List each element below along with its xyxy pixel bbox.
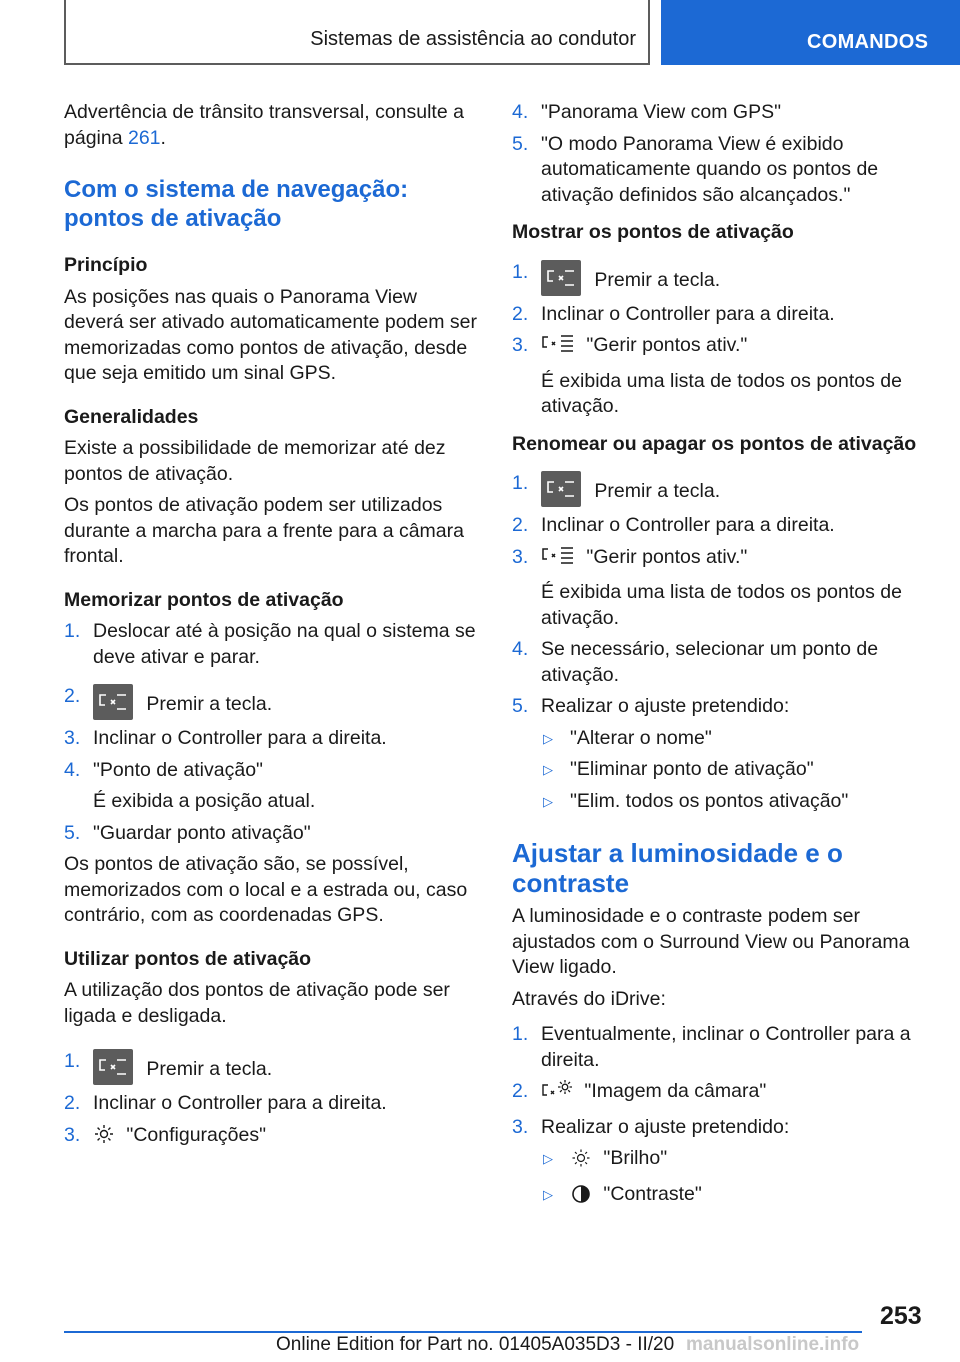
list-item: ▷ "Elim. todos os pontos ativação" [541, 789, 932, 815]
list-item: ▷ "Eliminar ponto de ativação" [541, 757, 932, 783]
heading-navigation: Com o sistema de navegação: pontos de ativação [64, 176, 409, 232]
list-item: 2. Inclinar o Controller para a direita. [512, 302, 835, 325]
list-item: 5. "Guardar ponto ativação" [64, 821, 311, 844]
camera-button-icon [93, 1049, 133, 1085]
list-item: 2. Premir a tecla. [64, 684, 482, 720]
camera-list-icon [541, 333, 575, 363]
triangle-bullet-icon: ▷ [543, 730, 553, 746]
list-item: 1. Premir a tecla. [512, 260, 932, 296]
page-number: 253 [880, 1302, 922, 1330]
heading-generalidades: Generalidades [64, 405, 199, 428]
heading-memorizar: Memorizar pontos de ativação [64, 588, 344, 611]
watermark: manualsonline.info [686, 1334, 860, 1355]
list-item: 5. Realizar o ajuste pretendido: ▷ "Alterar o nome" ▷ "Eliminar ponto de ativação" ▷ "Elim. todos os pontos ativação" [512, 694, 932, 814]
list-item: 1. Deslocar até à posição na qual o sistema se deve ativar e parar. [64, 620, 476, 668]
gear-icon [93, 1123, 115, 1153]
left-column [64, 100, 482, 1158]
use-steps [64, 1049, 482, 1152]
list-item: ▷ "Brilho" [541, 1146, 932, 1176]
triangle-bullet-icon: ▷ [543, 793, 553, 809]
list-item: 2. Inclinar o Controller para a direita. [512, 514, 835, 536]
camera-button-icon [541, 260, 581, 296]
list-item: 3. "Gerir pontos ativ." É exibida uma lista de todos os pontos de ativação. [512, 545, 902, 629]
list-item: 2. Inclinar o Controller para a direita. [64, 1092, 387, 1114]
contrast-icon [570, 1184, 592, 1212]
triangle-bullet-icon: ▷ [543, 1151, 553, 1166]
triangle-bullet-icon: ▷ [543, 762, 553, 777]
header-section-box [64, 0, 650, 65]
list-item: 4. "Panorama View com GPS" [512, 101, 781, 123]
page-link-261[interactable]: 261 [127, 126, 161, 149]
list-item: 1. Eventualmente, inclinar o Controller para a direita. [512, 1023, 911, 1071]
list-item: 3. "Configurações" [64, 1123, 482, 1153]
footer-divider [64, 1331, 862, 1333]
list-item: 3. "Gerir pontos ativ." É exibida uma lista de todos os pontos de ativação. [512, 334, 902, 417]
paragraph-memorize-after: Os pontos de ativação são, se possível, memorizados com o local e a estrada ou, caso contrário, com as coordenadas GPS. [64, 853, 468, 926]
list-item: ▷ "Alterar o nome" [541, 726, 932, 752]
header-section-title: Sistemas de assistência ao condutor [310, 28, 636, 50]
camera-gear-icon [541, 1079, 573, 1109]
list-item: 5. "O modo Panorama View é exibido automaticamente quando os pontos de ativação definidos são alcançados." [512, 132, 879, 206]
paragraph-utilizar: A utilização dos pontos de ativação pode ser ligada e desligada. [64, 979, 450, 1027]
list-item: 4. Se necessário, selecionar um ponto de ativação. [512, 638, 879, 686]
triangle-bullet-icon: ▷ [543, 1186, 553, 1202]
heading-mostrar: Mostrar os pontos de ativação [512, 221, 794, 243]
adjust-steps [512, 1022, 932, 1211]
show-steps [512, 260, 932, 420]
list-item: 4. "Ponto de ativação" É exibida a posição atual. [64, 758, 316, 812]
rename-options [541, 726, 932, 815]
footer-edition: Online Edition for Part no. 01405A035D3 - II/20 [276, 1334, 675, 1355]
intro-paragraph: Advertência de trânsito transversal, consulte a página 261. [64, 101, 464, 149]
heading-ajustar: Ajustar a luminosidade e o contraste [512, 838, 843, 898]
list-item: 1. Premir a tecla. [512, 471, 932, 507]
memorize-steps [64, 619, 482, 846]
camera-button-icon [541, 471, 581, 507]
list-item: ▷ "Contraste" [541, 1182, 932, 1212]
paragraph-generalidades-2: Os pontos de ativação podem ser utilizados durante a marcha para a frente para a câmara frontal. [64, 494, 464, 567]
paragraph-ajustar: A luminosidade e o contraste podem ser ajustados com o Surround View ou Panorama View ligado. [512, 905, 910, 978]
paragraph-idrive: Através do iDrive: [512, 987, 666, 1010]
paragraph-principio: As posições nas quais o Panorama View deverá ser ativado automaticamente podem ser memorizadas como pontos de ativação, desde que seja emitido um sinal GPS. [64, 285, 477, 384]
adjust-options [541, 1146, 932, 1211]
heading-principio: Princípio [64, 254, 148, 276]
list-item: 1. Premir a tecla. [64, 1049, 482, 1085]
paragraph-generalidades-1: Existe a possibilidade de memorizar até dez pontos de ativação. [64, 437, 446, 485]
sun-icon [570, 1148, 592, 1176]
right-column [512, 100, 932, 1217]
heading-utilizar: Utilizar pontos de ativação [64, 947, 312, 970]
continued-steps [512, 100, 932, 208]
camera-button-icon [93, 684, 133, 720]
list-item: 2. "Imagem da câmara" [512, 1079, 932, 1109]
header-tab-comandos[interactable] [661, 0, 960, 65]
list-item: 3. Inclinar o Controller para a direita. [64, 727, 387, 749]
heading-renomear: Renomear ou apagar os pontos de ativação [512, 432, 917, 455]
list-item: 3. Realizar o ajuste pretendido: ▷ "Brilho" ▷ "Contraste" [512, 1115, 932, 1212]
header-tab-label: COMANDOS [807, 31, 929, 53]
rename-steps [512, 471, 932, 814]
camera-list-icon [541, 545, 575, 575]
